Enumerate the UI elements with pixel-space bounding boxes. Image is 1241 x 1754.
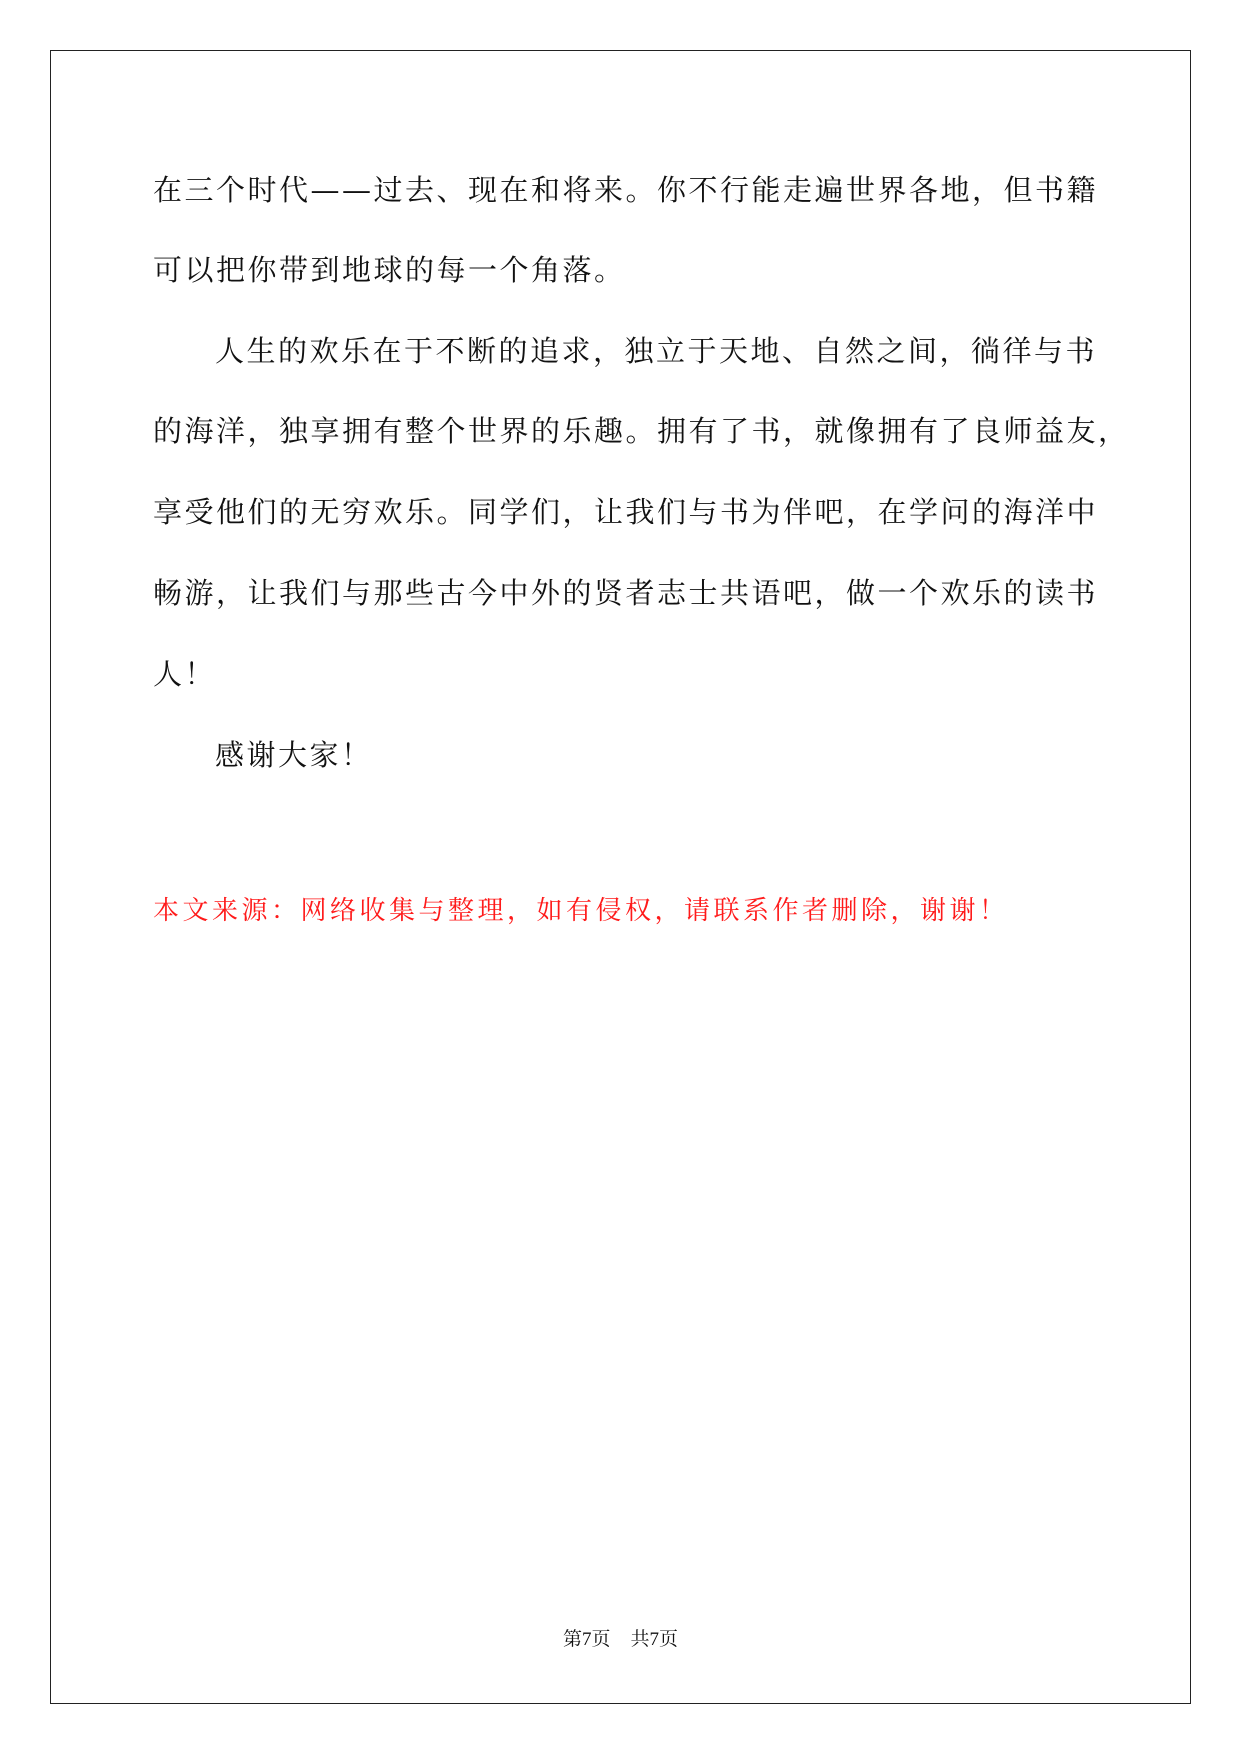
paragraph-line-4: 的海洋，独享拥有整个世界的乐趣。拥有了书，就像拥有了良师益友， — [153, 414, 1130, 448]
page-footer — [0, 1630, 1241, 1649]
paragraph-line-1: 在三个时代——过去、现在和将来。你不行能走遍世界各地，但书籍 — [153, 173, 1099, 207]
paragraph-line-5: 享受他们的无穷欢乐。同学们，让我们与书为伴吧，在学问的海洋中 — [153, 495, 1099, 529]
paragraph-line-6: 畅游，让我们与那些古今中外的贤者志士共语吧，做一个欢乐的读书 — [153, 576, 1099, 610]
source-note: 本文来源：网络收集与整理，如有侵权，请联系作者删除，谢谢！ — [153, 896, 1009, 926]
paragraph-line-7: 人！ — [153, 657, 217, 691]
page-frame — [50, 50, 1191, 1704]
paragraph-line-3: 人生的欢乐在于不断的追求，独立于天地、自然之间，徜徉与书 — [215, 334, 1098, 368]
closing-thanks: 感谢大家！ — [215, 738, 373, 772]
page-current: 第7页 — [562, 1629, 611, 1650]
paragraph-line-2: 可以把你带到地球的每一个角落。 — [153, 253, 626, 287]
page-total: 共7页 — [630, 1629, 679, 1650]
